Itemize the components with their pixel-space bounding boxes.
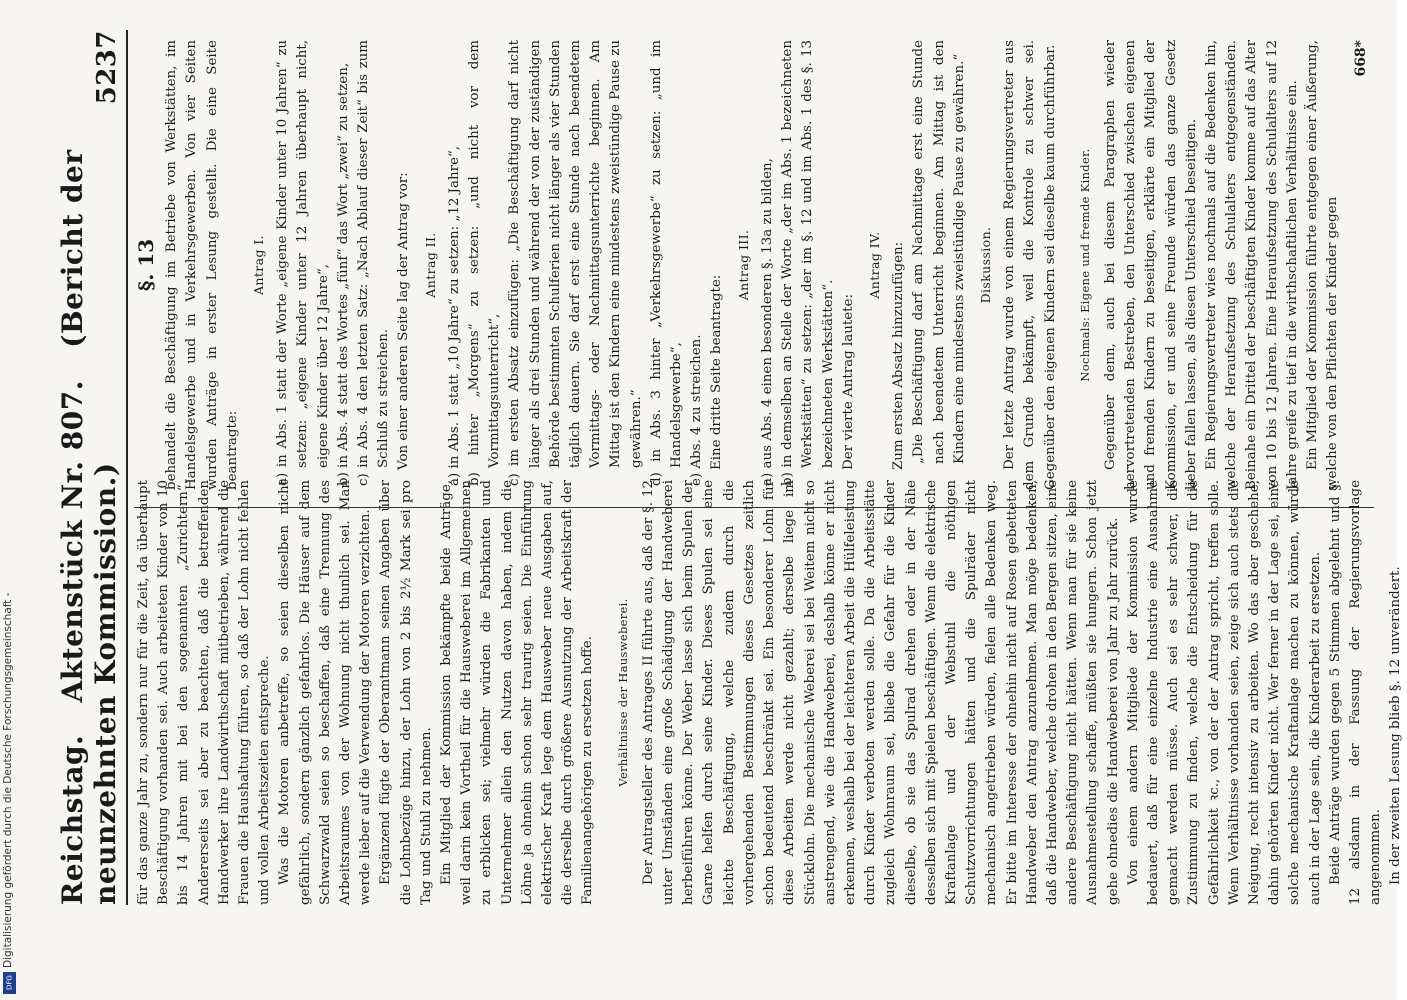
diskussion-paragraph: Der letzte Antrag wurde von einem Regierungsvertreter aus dem Grunde bekämpft, weil die Kontrole zu schwer sei. Gegenüber den eigenen Kindern sei dieselbe kaum durchführbar. xyxy=(1002,40,1058,490)
left-paragraph: Was die Motoren anbetreffe, so seien dieselben nicht gefährlich, sondern gänzlich gefahrlos. Die Häuser auf dem Schwarzwald seien so beschaffen, daß eine Trennung des Arbeitsraumes von der Wohnung nicht thunlich sei. Man werde lieber auf die Verwendung der Motoren verzichten. xyxy=(277,480,374,905)
left-paragraph: für das ganze Jahr zu, sondern nur für die Zeit, da überhaupt Beschäftigung vorhanden sei. Auch arbeiteten Kinder von 10 bis 14 Jahren mit bei den sogenannten „Zurichtern“. Andererseits sei aber zu beachten, daß die betreffenden Handwerker ihre Landwirthschaft mitbetrieben, während die Frauen die Haushaltung führen, so daß der Lohn nicht fehlen und vollen Arbeitszeiten entspreche. xyxy=(136,480,273,905)
left-paragraph: In der zweiten Lesung blieb §. 12 unverändert. xyxy=(1388,566,1404,885)
right-paragraph: Ein Regierungsvertreter wies nochmals auf die Bedenken hin, welche der Heraufsetzung des Schulalters entgegenständen. Beinahe ein Drittel der beschäftigten Kinder komme auf das Alter von 10 bis 12 Jahren. Eine Heraufsetzung des Schulalters auf 12 Jahre greife zu tief in die wirthschaftlichen Verhältnisse ein. xyxy=(1203,40,1300,490)
antrag-1-item: b) in Abs. 4 statt des Wortes „fünf“ das Wort „zwei“ zu setzen, xyxy=(335,62,351,486)
left-paragraph: Von einem andern Mitgliede der Kommission wurde bedauert, daß für eine einzelne Industrie eine Ausnahme gemacht werden müsse. Auch sei es sehr schwer, die Zustimmung zu finden, welche die Entscheidung für die Gefährlichkeit ꝛc., von der der Antrag spricht, treffen solle. Wenn Verhältnisse vorhanden seien, zeige sich auch stets die Neigung, recht intensiv zu arbeiten. Wo das aber geschehe, dahin gehörten Kinder nicht. Wer ferner in der Lage sei, eine solche mechanische Kraftanlage machen zu können, würde auch in der Lage sein, die Kinderarbeit zu ersetzen. xyxy=(1125,480,1323,905)
dfg-logo: DFG xyxy=(3,972,16,994)
antrag-1-item: c) in Abs. 4 den letzten Satz: „Nach Ablauf dieser Zeit“ bis zum Schluß zu streichen. xyxy=(356,40,392,486)
antrag-4-label: Antrag IV. xyxy=(866,231,882,299)
antrag-1-label: Antrag I. xyxy=(251,235,267,296)
antrag-3-item: b) in demselben an Stelle der Worte „der im Abs. 1 bezeichneten Werkstätten“ zu setzen: „der im §. 12 und im Abs. 1 des §. 13 bezeichneten Werkstätten“. xyxy=(780,40,836,486)
digitization-text: Digitalisierung gefördert durch die Deutsche Forschungsgemeinschaft - xyxy=(2,592,14,968)
antrag-4-quote: „Die Beschäftigung darf am Nachmittage erst eine Stunde nach beendetem Unterricht beginnen. Am Mittag ist den Kindern eine mindestens zweistündige Pause zu gewähren.“ xyxy=(911,40,967,464)
antrag-2-item: e) Abs. 4 zu streichen. xyxy=(689,334,705,486)
subheading-hausweberei: Verhältnisse der Hausweberei. xyxy=(615,598,630,787)
antrag-2-label: Antrag II. xyxy=(422,232,438,298)
header-rule xyxy=(126,30,128,905)
column-divider xyxy=(134,507,1374,508)
header-reichstag: Reichstag. xyxy=(56,734,89,905)
antrag-2-item: c) im ersten Absatz einzufügen: „Die Beschäftigung darf nicht länger als drei Stunden und während der von der zuständigen Behörde bestimmten Schulferien nicht länger als vier Stunden täglich dauern. Sie darf erst eine Stunde nach beendetem Vormittags- oder Nachmittagsunterrichte beginnen. Am Mittag ist den Kindern eine mindestens zweistündige Pause zu gewähren.“ xyxy=(507,40,644,486)
antrag-4-intro: Zum ersten Absatz hinzuzufügen: xyxy=(891,241,907,470)
antrag-3-label: Antrag III. xyxy=(735,229,751,301)
antrag-2-tail: Eine dritte Seite beantragte: xyxy=(709,274,725,470)
right-intro: behandelt die Beschäftigung im Betriebe von Werkstätten, im Handelsgewerbe und in Verkehrsgewerben. Von vier Seiten wurden Anträge in erster Lesung gestellt. Die eine Seite beantragte: xyxy=(164,40,240,490)
page-header xyxy=(56,30,122,905)
header-bericht: (Bericht der neunzehnten Kommission.) xyxy=(56,149,122,905)
right-paragraph: Ein Mitglied der Kommission führte entgegen einer Äußerung, welche von den Pflichten der Kinder gegen xyxy=(1304,40,1341,490)
antrag-1-item: a) in Abs. 1 statt der Worte „eigene Kinder unter 10 Jahren“ zu setzen: „eigene Kinder unter 12 Jahren überhaupt nicht, eigene Kinder über 12 Jahre“, xyxy=(275,40,331,486)
right-column xyxy=(134,40,1343,490)
right-paragraph: Gegenüber denn, auch bei diesem Paragraphen wieder hervortretenden Bestreben, den Unterschied zwischen eigenen und fremden Kindern zu beseitigen, erklärte ein Mitglied der Kommission, er und seine Freunde würden das ganze Gesetz lieber fallen lassen, als diesen Unterschied beseitigen. xyxy=(1102,40,1199,490)
section-title: §. 13 xyxy=(134,238,158,292)
antrag-2-item: d) in Abs. 3 hinter „Verkehrsgewerbe“ zu setzen: „und im Handelsgewerbe“, xyxy=(648,40,685,486)
footer-sheet-number: 668* xyxy=(1353,40,1369,77)
left-column xyxy=(134,480,1407,905)
header-aktenstueck: Aktenstück Nr. 807. xyxy=(56,380,89,703)
digitization-note xyxy=(2,4,16,994)
left-paragraph: Ergänzend fügte der Oberamtmann seinen Angaben über die Lohnbezüge hinzu, der Lohn von 2 bis 2½ Mark sei pro Tag und Stuhl zu nehmen. xyxy=(378,480,434,905)
left-paragraph: Ein Mitglied der Kommission bekämpfte beide Anträge, weil darin kein Vortheil für die Hausweberei im Allgemeinen zu erblicken sei; vielmehr würden die Fabrikanten und Unternehmer allein den Nutzen davon haben, indem die Löhne ja ohnehin schon sehr traurig seien. Die Einführung elektrischer Kraft lege dem Hausweber neue Ausgaben auf, die derselbe durch größere Ausnutzung der Arbeitskraft der Familienangehörigen zu ersetzen hoffe. xyxy=(439,480,596,905)
antrag-2-item: b) hinter „Morgens“ zu setzen: „und nicht vor dem Vormittagsunterricht“, xyxy=(467,40,503,486)
antrag-1-tail: Von einer anderen Seite lag der Antrag vor: xyxy=(396,172,412,470)
left-paragraph: Der Antragsteller des Antrages II führte aus, daß der §. 12 unter Umständen eine große Schädigung der Handweberei herbeiführen könne. Der Weber lasse sich beim Spulen der Garne helfen durch seine Kinder. Dieses Spulen sei eine leichte Beschäftigung, welche zudem durch die vorhergehenden Bestimmungen dieses Gesetzes zeitlich schon bedeutend beschränkt sei. Ein besonderer Lohn für diese Arbeiten werde nicht gezahlt; derselbe liege im Stücklohn. Die mechanische Weberei sei bei Weitem nicht so anstrengend, wie die Handweberei, deshalb könne er nicht erkennen, weshalb bei der leichteren Arbeit die Hülfeleistung durch Kinder verboten werden solle. Da die Arbeitsstätte zugleich Wohnraum sei, bliebe die Gefahr für die Kinder dieselbe, ob sie das Spulrad drehen oder in der Nähe desselben sich mit Spielen beschäftigen. Wenn die elektrische Kraftanlage und der Webstuhl die nöthigen Schutzvorrichtungen hätten und die Spulräder nicht mechanisch angetrieben würden, fielen alle Bedenken weg. Er bitte im Interesse der ohnehin nicht auf Rosen gebetteten Handweber den Antrag anzunehmen. Man möge bedenken, daß die Handweber, welche drohen in den Bergen sitzen, eine andere Beschäftigung nicht hätten. Wenn man für sie keine Ausnahmestellung schaffe, müßten sie hungern. Schon jetzt gehe ohnedies die Handweberei von Jahr zu Jahr zurück. xyxy=(640,480,1121,905)
header-title xyxy=(56,104,122,905)
left-paragraph: Beide Anträge wurden gegen 5 Stimmen abgelehnt und §. 12 alsdann in der Fassung der Regierungsvorlage angenommen. xyxy=(1327,480,1384,905)
page-number: 5237 xyxy=(92,30,122,105)
antrag-3-tail: Der vierte Antrag lautete: xyxy=(840,294,856,470)
antrag-2-item: a) in Abs. 1 statt „10 Jahre“ zu setzen: „12 Jahre“, xyxy=(446,145,462,486)
antrag-3-item: a) aus Abs. 4 einen besonderen §. 13a zu bilden, xyxy=(759,158,775,486)
diskussion-label: Diskussion. xyxy=(977,226,993,304)
subheading-eigene-kinder: Nochmals: Eigene und fremde Kinder. xyxy=(1077,148,1092,382)
